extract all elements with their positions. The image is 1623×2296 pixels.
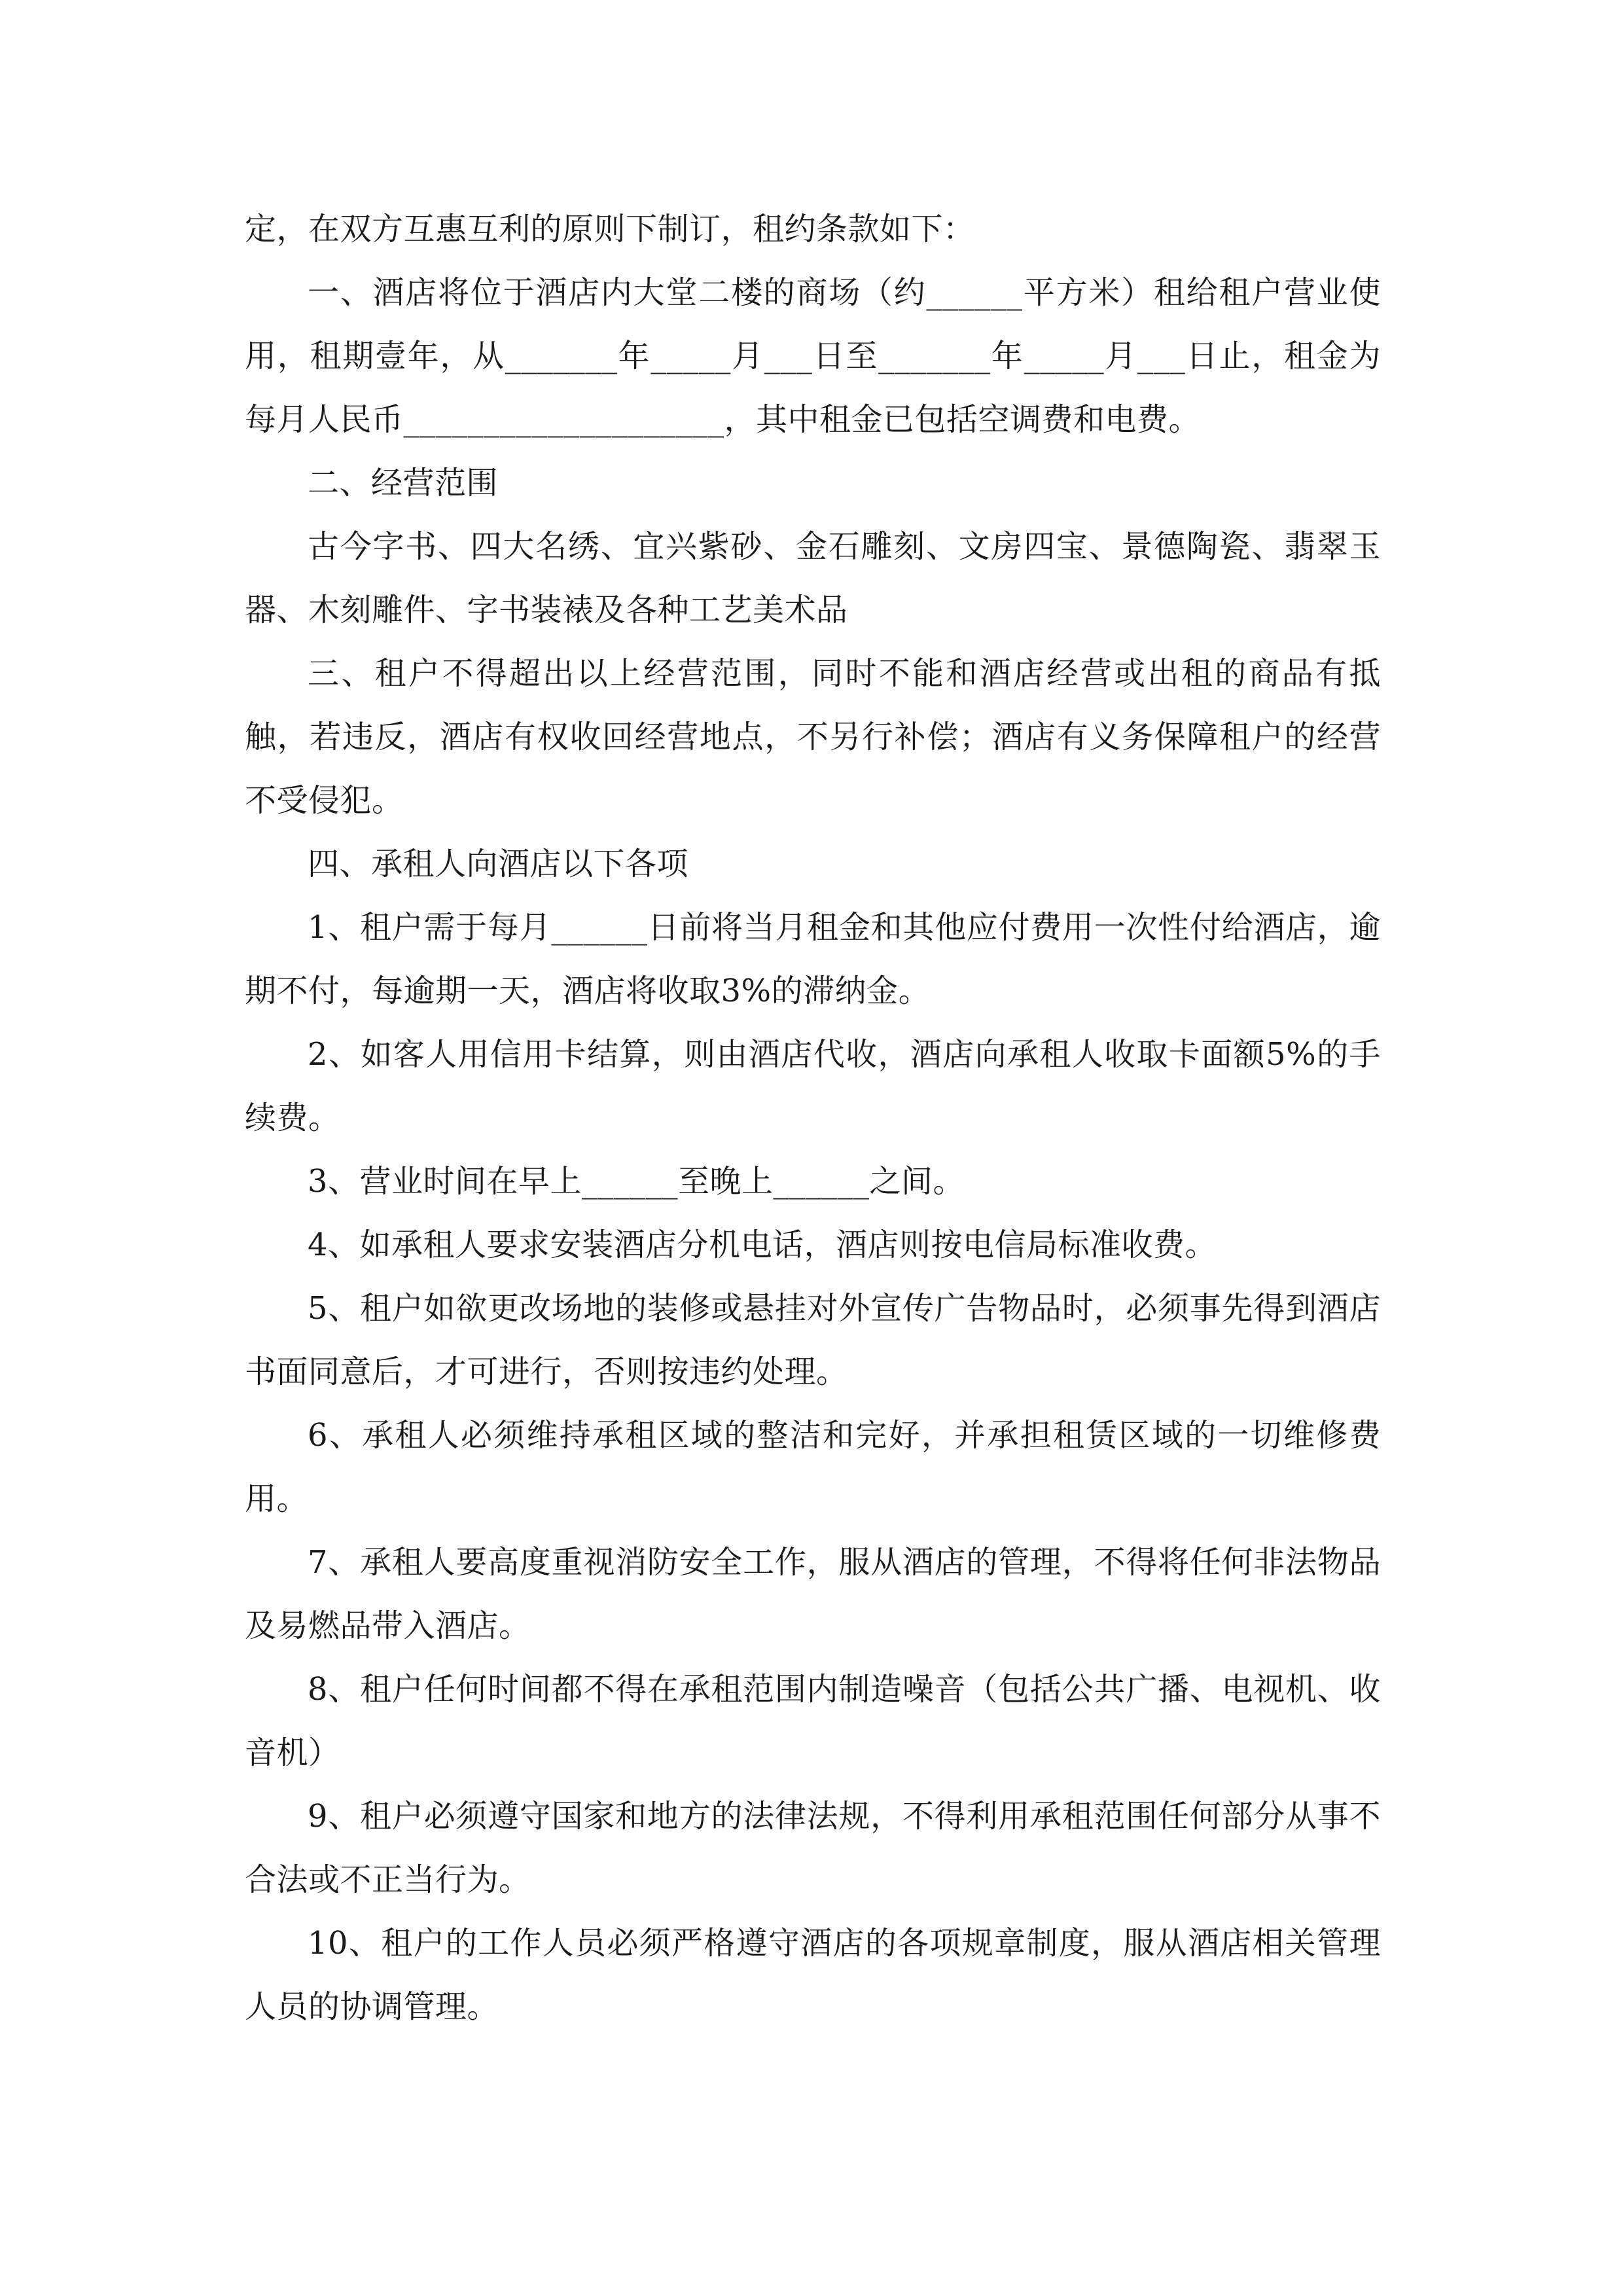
- paragraph-clause-2-heading: 二、经营范围: [308, 465, 499, 501]
- paragraph-business-scope: 古今字书、四大名绣、宜兴紫砂、金石雕刻、文房四宝、景德陶瓷、翡翠玉器、木刻雕件、字书装裱及各种工艺美术品: [245, 528, 1381, 628]
- paragraph-item-3: 3、营业时间在早上______至晚上______之间。: [308, 1163, 965, 1200]
- paragraph-item-9: 9、租户必须遵守国家和地方的法律法规，不得利用承租范围任何部分从事不合法或不正当行为。: [245, 1798, 1381, 1898]
- paragraph-item-8: 8、租户任何时间都不得在承租范围内制造噪音（包括公共广播、电视机、收音机）: [245, 1671, 1381, 1771]
- paragraph-clause-3: 三、租户不得超出以上经营范围，同时不能和酒店经营或出租的商品有抵触，若违反，酒店有权收回经营地点，不另行补偿；酒店有义务保障租户的经营不受侵犯。: [245, 655, 1381, 819]
- document-body: [245, 198, 1381, 2039]
- paragraph-clause-1-lease: 一、酒店将位于酒店内大堂二楼的商场（约______平方米）租给租户营业使用，租期壹年，从_______年_____月___日至_______年_____月___日止，租金为每月人民币____________________，其中租金已包括空调费和电费。: [245, 274, 1381, 438]
- paragraph-item-7: 7、承租人要高度重视消防安全工作，服从酒店的管理，不得将任何非法物品及易燃品带入酒店。: [245, 1544, 1381, 1644]
- paragraph-preamble-end: 定，在双方互惠互利的原则下制订，租约条款如下：: [245, 211, 975, 247]
- paragraph-item-1: 1、租户需于每月______日前将当月租金和其他应付费用一次性付给酒店，逾期不付，每逾期一天，酒店将收取3%的滞纳金。: [245, 909, 1381, 1009]
- paragraph-item-4: 4、如承租人要求安装酒店分机电话，酒店则按电信局标准收费。: [308, 1227, 1217, 1263]
- paragraph-clause-4-heading: 四、承租人向酒店以下各项: [308, 846, 689, 882]
- paragraph-item-10: 10、租户的工作人员必须严格遵守酒店的各项规章制度，服从酒店相关管理人员的协调管理。: [245, 1925, 1381, 2025]
- paragraph-item-6: 6、承租人必须维持承租区域的整洁和完好，并承担租赁区域的一切维修费用。: [245, 1417, 1381, 1517]
- paragraph-item-2: 2、如客人用信用卡结算，则由酒店代收，酒店向承租人收取卡面额5%的手续费。: [245, 1036, 1381, 1136]
- paragraph-item-5: 5、租户如欲更改场地的装修或悬挂对外宣传广告物品时，必须事先得到酒店书面同意后，才可进行，否则按违约处理。: [245, 1290, 1381, 1390]
